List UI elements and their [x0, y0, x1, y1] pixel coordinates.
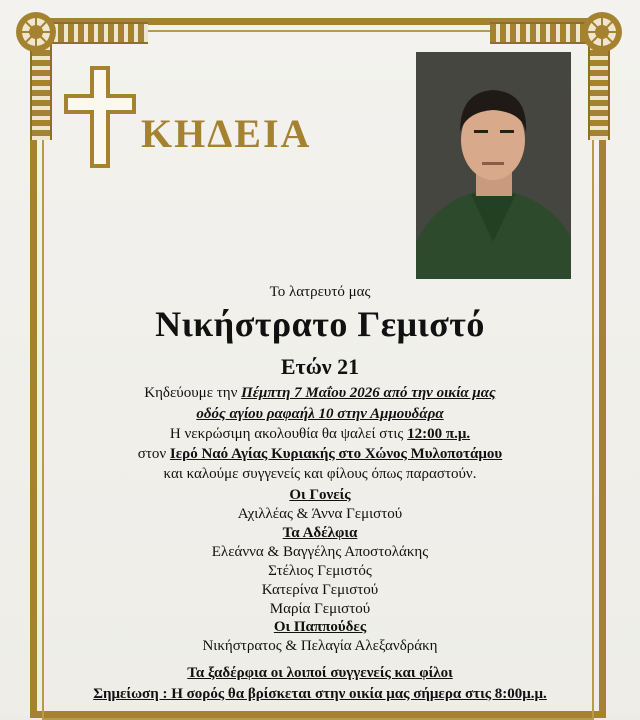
service-time-line [0, 426, 640, 443]
corner-ornament-left [30, 40, 52, 140]
church-name: Ιερό Ναό Αγίας Κυριακής στο Χώνος Μυλοποτάμου [169, 446, 503, 462]
funeral-date: Πέμπτη 7 Μαΐου 2026 από την οικία μας [241, 385, 496, 401]
sibling-name: Στέλιος Γεμιστός [268, 563, 372, 579]
grandparents-heading-text: Οι Παππούδες [273, 619, 367, 635]
corner-ornament-top-left [48, 22, 148, 44]
church-prefix: στον [137, 446, 170, 462]
portrait-photo [416, 52, 571, 279]
corner-ornament-top-right [490, 22, 590, 44]
cousins-line [0, 665, 640, 682]
corner-ornament-right [588, 40, 610, 140]
sibling-name: Κατερίνα Γεμιστού [261, 582, 379, 598]
invitation-line: και καλούμε συγγενείς και φίλους όπως παραστούν. [163, 466, 477, 482]
note-line [0, 686, 640, 703]
address: οδός αγίου ραφαήλ 10 στην Αμμουδάρα [196, 406, 444, 422]
service-time: 12:00 π.μ. [407, 426, 471, 442]
sibling-name: Μαρία Γεμιστού [269, 601, 371, 617]
siblings-heading-text: Τα Αδέλφια [282, 525, 358, 541]
cousins-text: Τα ξαδέρφια οι λοιποί συγγενείς και φίλοι [187, 665, 453, 681]
rosette-icon [14, 10, 58, 54]
note-text: Σημείωση : Η σορός θα βρίσκεται στην οικία μας σήμερα στις 8:00μ.μ. [93, 686, 547, 702]
address-line [0, 406, 640, 423]
deceased-name: Νικήστρατο Γεμιστό [155, 304, 485, 344]
service-time-prefix: Η νεκρώσιμη ακολουθία θα ψαλεί στις [169, 426, 408, 442]
deceased-age: Ετών 21 [280, 354, 360, 379]
grandparents-names: Νικήστρατος & Πελαγία Αλεξανδράκη [202, 638, 438, 654]
funeral-date-line [0, 385, 640, 402]
intro-text: Το λατρευτό μας [269, 284, 371, 300]
parents-heading-text: Οι Γονείς [289, 487, 351, 503]
siblings-heading [0, 525, 640, 542]
church-line [0, 446, 640, 463]
sibling-name: Ελεάννα & Βαγγέλης Αποστολάκης [211, 544, 429, 560]
cross-icon [62, 64, 138, 170]
grandparents-heading [0, 619, 640, 636]
rosette-icon [580, 10, 624, 54]
parents-heading [0, 487, 640, 504]
page-title: ΚΗΔΕΙΑ [141, 111, 312, 156]
parents-names: Αχιλλέας & Άννα Γεμιστού [237, 506, 403, 522]
funeral-date-prefix: Κηδεύουμε την [144, 385, 242, 401]
